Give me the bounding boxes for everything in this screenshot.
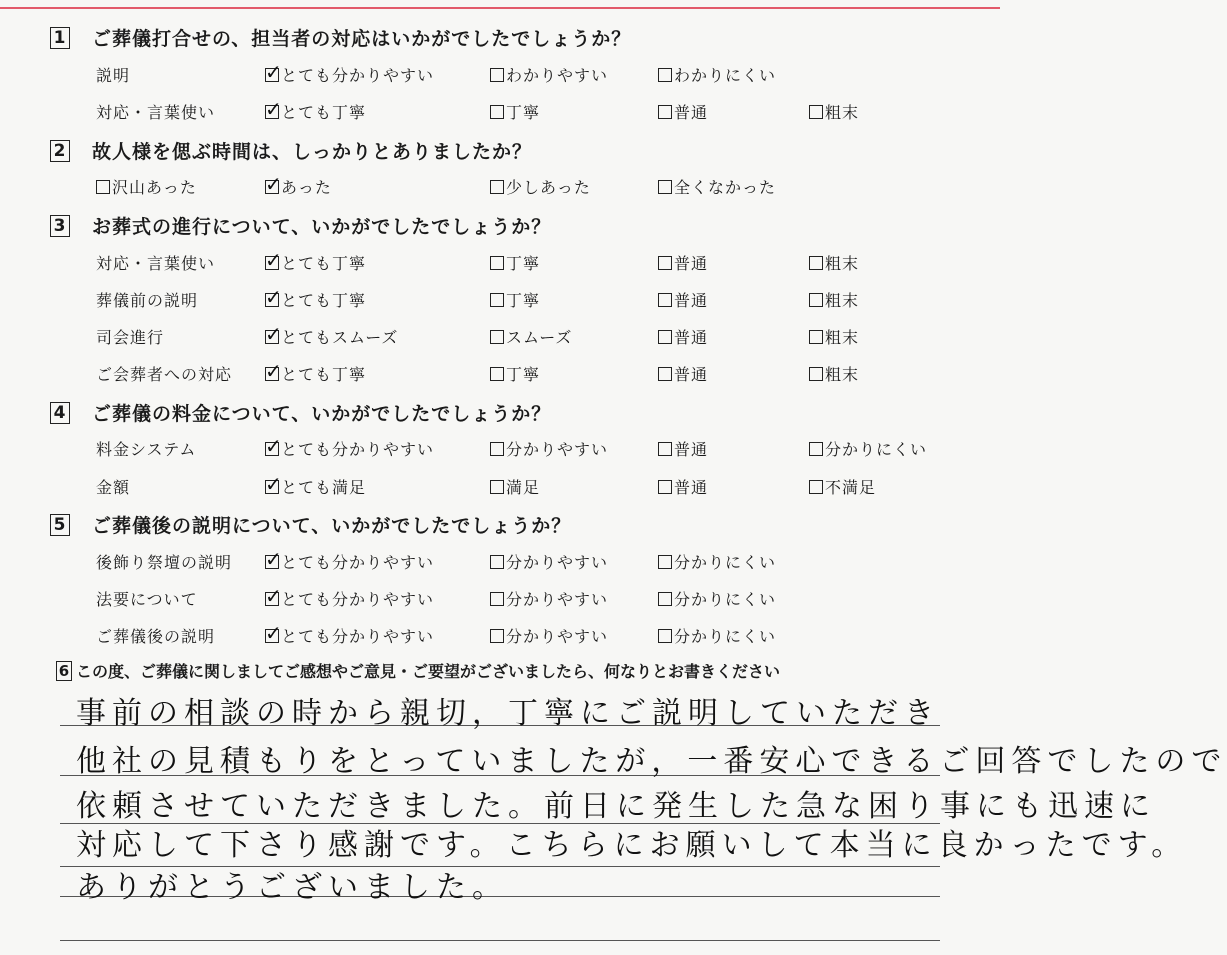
option-label: 普通 (674, 478, 709, 497)
checkbox[interactable] (490, 256, 504, 270)
option-label: 普通 (674, 291, 709, 310)
checkbox[interactable] (265, 256, 279, 270)
option-label: 普通 (674, 254, 709, 273)
option-unchecked[interactable] (490, 587, 608, 610)
question-text: 故人様を偲ぶ時間は、しっかりとありましたか？ (92, 141, 533, 163)
handwritten-comment-line: 他社の見積もりをとっていましたが，一番安心できるご回答でしたので (76, 744, 1227, 779)
option-label: 普通 (674, 365, 709, 384)
checkbox[interactable] (658, 592, 672, 606)
option-label: 丁寧 (506, 103, 541, 122)
checkbox[interactable] (490, 592, 504, 606)
checkbox[interactable] (490, 480, 504, 494)
checkbox[interactable] (265, 480, 279, 494)
option-unchecked[interactable] (490, 475, 540, 498)
option-label: わかりにくい (674, 66, 777, 85)
option-checked[interactable] (265, 288, 366, 311)
option-checked[interactable] (265, 550, 434, 573)
option-label: とてもスムーズ (281, 328, 399, 347)
checkbox[interactable] (265, 293, 279, 307)
option-label: 普通 (674, 328, 709, 347)
checkbox[interactable] (265, 442, 279, 456)
question-text: ご葬儀の料金について、いかがでしたでしょうか？ (92, 403, 552, 425)
option-unchecked[interactable] (809, 251, 859, 274)
checkbox[interactable] (490, 68, 504, 82)
option-checked[interactable] (265, 362, 366, 385)
row-label: 司会進行 (96, 328, 165, 347)
checkbox[interactable] (265, 592, 279, 606)
option-label: 分かりやすい (506, 440, 609, 459)
option-label: 粗末 (825, 328, 860, 347)
checkbox[interactable] (490, 555, 504, 569)
option-unchecked[interactable] (809, 437, 927, 460)
checkbox[interactable] (265, 330, 279, 344)
option-unchecked[interactable] (96, 175, 197, 198)
checkbox[interactable] (809, 442, 823, 456)
question-text: お葬式の進行について、いかがでしたでしょうか？ (92, 216, 552, 238)
option-checked[interactable] (265, 475, 366, 498)
option-label: 分かりにくい (674, 590, 777, 609)
option-checked[interactable] (265, 587, 434, 610)
option-unchecked[interactable] (658, 587, 776, 610)
question-3-heading (48, 212, 551, 239)
checkbox[interactable] (490, 330, 504, 344)
option-label: とても丁寧 (281, 291, 367, 310)
question-1-heading (48, 24, 631, 51)
checkbox[interactable] (658, 442, 672, 456)
option-unchecked[interactable] (490, 288, 540, 311)
checkbox[interactable] (265, 180, 279, 194)
option-label: 粗末 (825, 254, 860, 273)
option-label: とても満足 (281, 478, 367, 497)
checkbox[interactable] (658, 256, 672, 270)
option-label: 普通 (674, 103, 709, 122)
option-label: 粗末 (825, 365, 860, 384)
row-label: ご葬儀後の説明 (96, 627, 216, 646)
checkbox[interactable] (96, 180, 110, 194)
ruled-line (60, 940, 940, 941)
row-label: 法要について (96, 590, 198, 609)
checkbox[interactable] (658, 105, 672, 119)
option-label: 不満足 (825, 478, 877, 497)
checkbox[interactable] (490, 180, 504, 194)
option-label: 普通 (674, 440, 709, 459)
option-label: とても丁寧 (281, 254, 367, 273)
checkbox[interactable] (265, 367, 279, 381)
option-label: とても分かりやすい (281, 627, 435, 646)
question-text: ご葬儀後の説明について、いかがでしたでしょうか？ (92, 515, 572, 537)
option-unchecked[interactable] (658, 550, 776, 573)
checkbox[interactable] (658, 68, 672, 82)
option-unchecked[interactable] (658, 325, 708, 348)
option-checked[interactable] (265, 251, 366, 274)
checkbox[interactable] (809, 293, 823, 307)
question-text: ご葬儀打合せの、担当者の対応はいかがでしたでしょうか？ (92, 28, 632, 50)
option-unchecked[interactable] (658, 624, 776, 647)
option-label: 粗末 (825, 103, 860, 122)
checkbox[interactable] (265, 68, 279, 82)
option-unchecked[interactable] (658, 362, 708, 385)
checkbox[interactable] (809, 105, 823, 119)
option-unchecked[interactable] (490, 251, 540, 274)
option-unchecked[interactable] (658, 175, 776, 198)
checkbox[interactable] (265, 555, 279, 569)
option-checked[interactable] (265, 437, 434, 460)
option-unchecked[interactable] (809, 475, 876, 498)
option-label: とても分かりやすい (281, 66, 435, 85)
question-number: 2 (50, 140, 70, 162)
option-unchecked[interactable] (658, 100, 708, 123)
option-unchecked[interactable] (658, 437, 708, 460)
question-number: 5 (50, 514, 70, 536)
option-checked[interactable] (265, 325, 398, 348)
row-label: 対応・言葉使い (96, 103, 216, 122)
handwritten-comment-line: 事前の相談の時から親切，丁寧にご説明していただき (76, 696, 940, 731)
row-label: 対応・言葉使い (96, 254, 216, 273)
option-label: 粗末 (825, 291, 860, 310)
option-checked[interactable] (265, 175, 332, 198)
option-label: 分かりやすい (506, 590, 609, 609)
option-checked[interactable] (265, 63, 434, 86)
checkbox[interactable] (265, 105, 279, 119)
checkbox[interactable] (490, 442, 504, 456)
option-unchecked[interactable] (490, 63, 608, 86)
option-label: 丁寧 (506, 254, 541, 273)
checkbox[interactable] (265, 629, 279, 643)
checkbox[interactable] (490, 629, 504, 643)
option-unchecked[interactable] (658, 63, 776, 86)
option-unchecked[interactable] (809, 100, 859, 123)
question-2-heading (48, 137, 532, 164)
option-unchecked[interactable] (490, 550, 608, 573)
checkbox[interactable] (658, 293, 672, 307)
option-label: 沢山あった (112, 178, 197, 197)
question-number: 1 (50, 27, 70, 49)
option-label: 分かりにくい (674, 553, 777, 572)
question-number: 3 (50, 215, 70, 237)
option-unchecked[interactable] (658, 475, 708, 498)
question-number: 6 (56, 661, 72, 681)
option-label: わかりやすい (506, 66, 609, 85)
checkbox[interactable] (658, 330, 672, 344)
option-checked[interactable] (265, 100, 366, 123)
option-label: 全くなかった (674, 178, 777, 197)
question-6-heading (56, 659, 780, 682)
checkbox[interactable] (490, 367, 504, 381)
question-4-heading (48, 399, 551, 426)
option-unchecked[interactable] (490, 175, 591, 198)
checkbox[interactable] (658, 367, 672, 381)
row-label: 葬儀前の説明 (96, 291, 199, 310)
option-label: 分かりやすい (506, 627, 609, 646)
option-label: 丁寧 (506, 291, 541, 310)
option-label: とても分かりやすい (281, 440, 435, 459)
checkbox[interactable] (658, 555, 672, 569)
checkbox[interactable] (490, 105, 504, 119)
question-text: この度、ご葬儀に関しましてご感想やご意見・ご要望がございましたら、何なりとお書きください (76, 662, 781, 681)
option-unchecked[interactable] (809, 288, 859, 311)
checkbox[interactable] (658, 629, 672, 643)
option-label: 丁寧 (506, 365, 541, 384)
option-unchecked[interactable] (658, 251, 708, 274)
option-label: とても分かりやすい (281, 590, 435, 609)
option-label: 分かりにくい (674, 627, 777, 646)
option-unchecked[interactable] (658, 288, 708, 311)
option-label: とても丁寧 (281, 365, 367, 384)
option-unchecked[interactable] (490, 362, 540, 385)
option-unchecked[interactable] (490, 100, 540, 123)
option-label: とても分かりやすい (281, 553, 435, 572)
option-label: とても丁寧 (281, 103, 367, 122)
checkbox[interactable] (658, 480, 672, 494)
checkbox[interactable] (809, 330, 823, 344)
row-label: 説明 (96, 66, 131, 85)
checkbox[interactable] (809, 367, 823, 381)
handwritten-comment-line: 依頼させていただきました。前日に発生した急な困り事にも迅速に (76, 789, 1156, 824)
question-number: 4 (50, 402, 70, 424)
option-checked[interactable] (265, 624, 434, 647)
option-label: 満足 (506, 478, 541, 497)
option-label: あった (281, 178, 332, 197)
option-unchecked[interactable] (809, 325, 859, 348)
checkbox[interactable] (809, 256, 823, 270)
option-label: 分かりやすい (506, 553, 609, 572)
handwritten-comment-line: 対応して下さり感謝です。こちらにお願いして本当に良かったです。 (76, 828, 1188, 863)
option-label: 分かりにくい (825, 440, 928, 459)
checkbox[interactable] (658, 180, 672, 194)
row-label: 後飾り祭壇の説明 (96, 553, 233, 572)
option-label: 少しあった (506, 178, 591, 197)
option-unchecked[interactable] (490, 624, 608, 647)
option-label: スムーズ (506, 328, 573, 347)
option-unchecked[interactable] (490, 437, 608, 460)
option-unchecked[interactable] (809, 362, 859, 385)
row-label: 金額 (96, 478, 131, 497)
handwritten-comment-line: ありがとうございました。 (76, 870, 508, 905)
checkbox[interactable] (809, 480, 823, 494)
option-unchecked[interactable] (490, 325, 572, 348)
checkbox[interactable] (490, 293, 504, 307)
top-border-line (0, 7, 1000, 9)
row-label: 料金システム (96, 440, 197, 459)
question-5-heading (48, 511, 571, 538)
row-label: ご会葬者への対応 (96, 365, 233, 384)
